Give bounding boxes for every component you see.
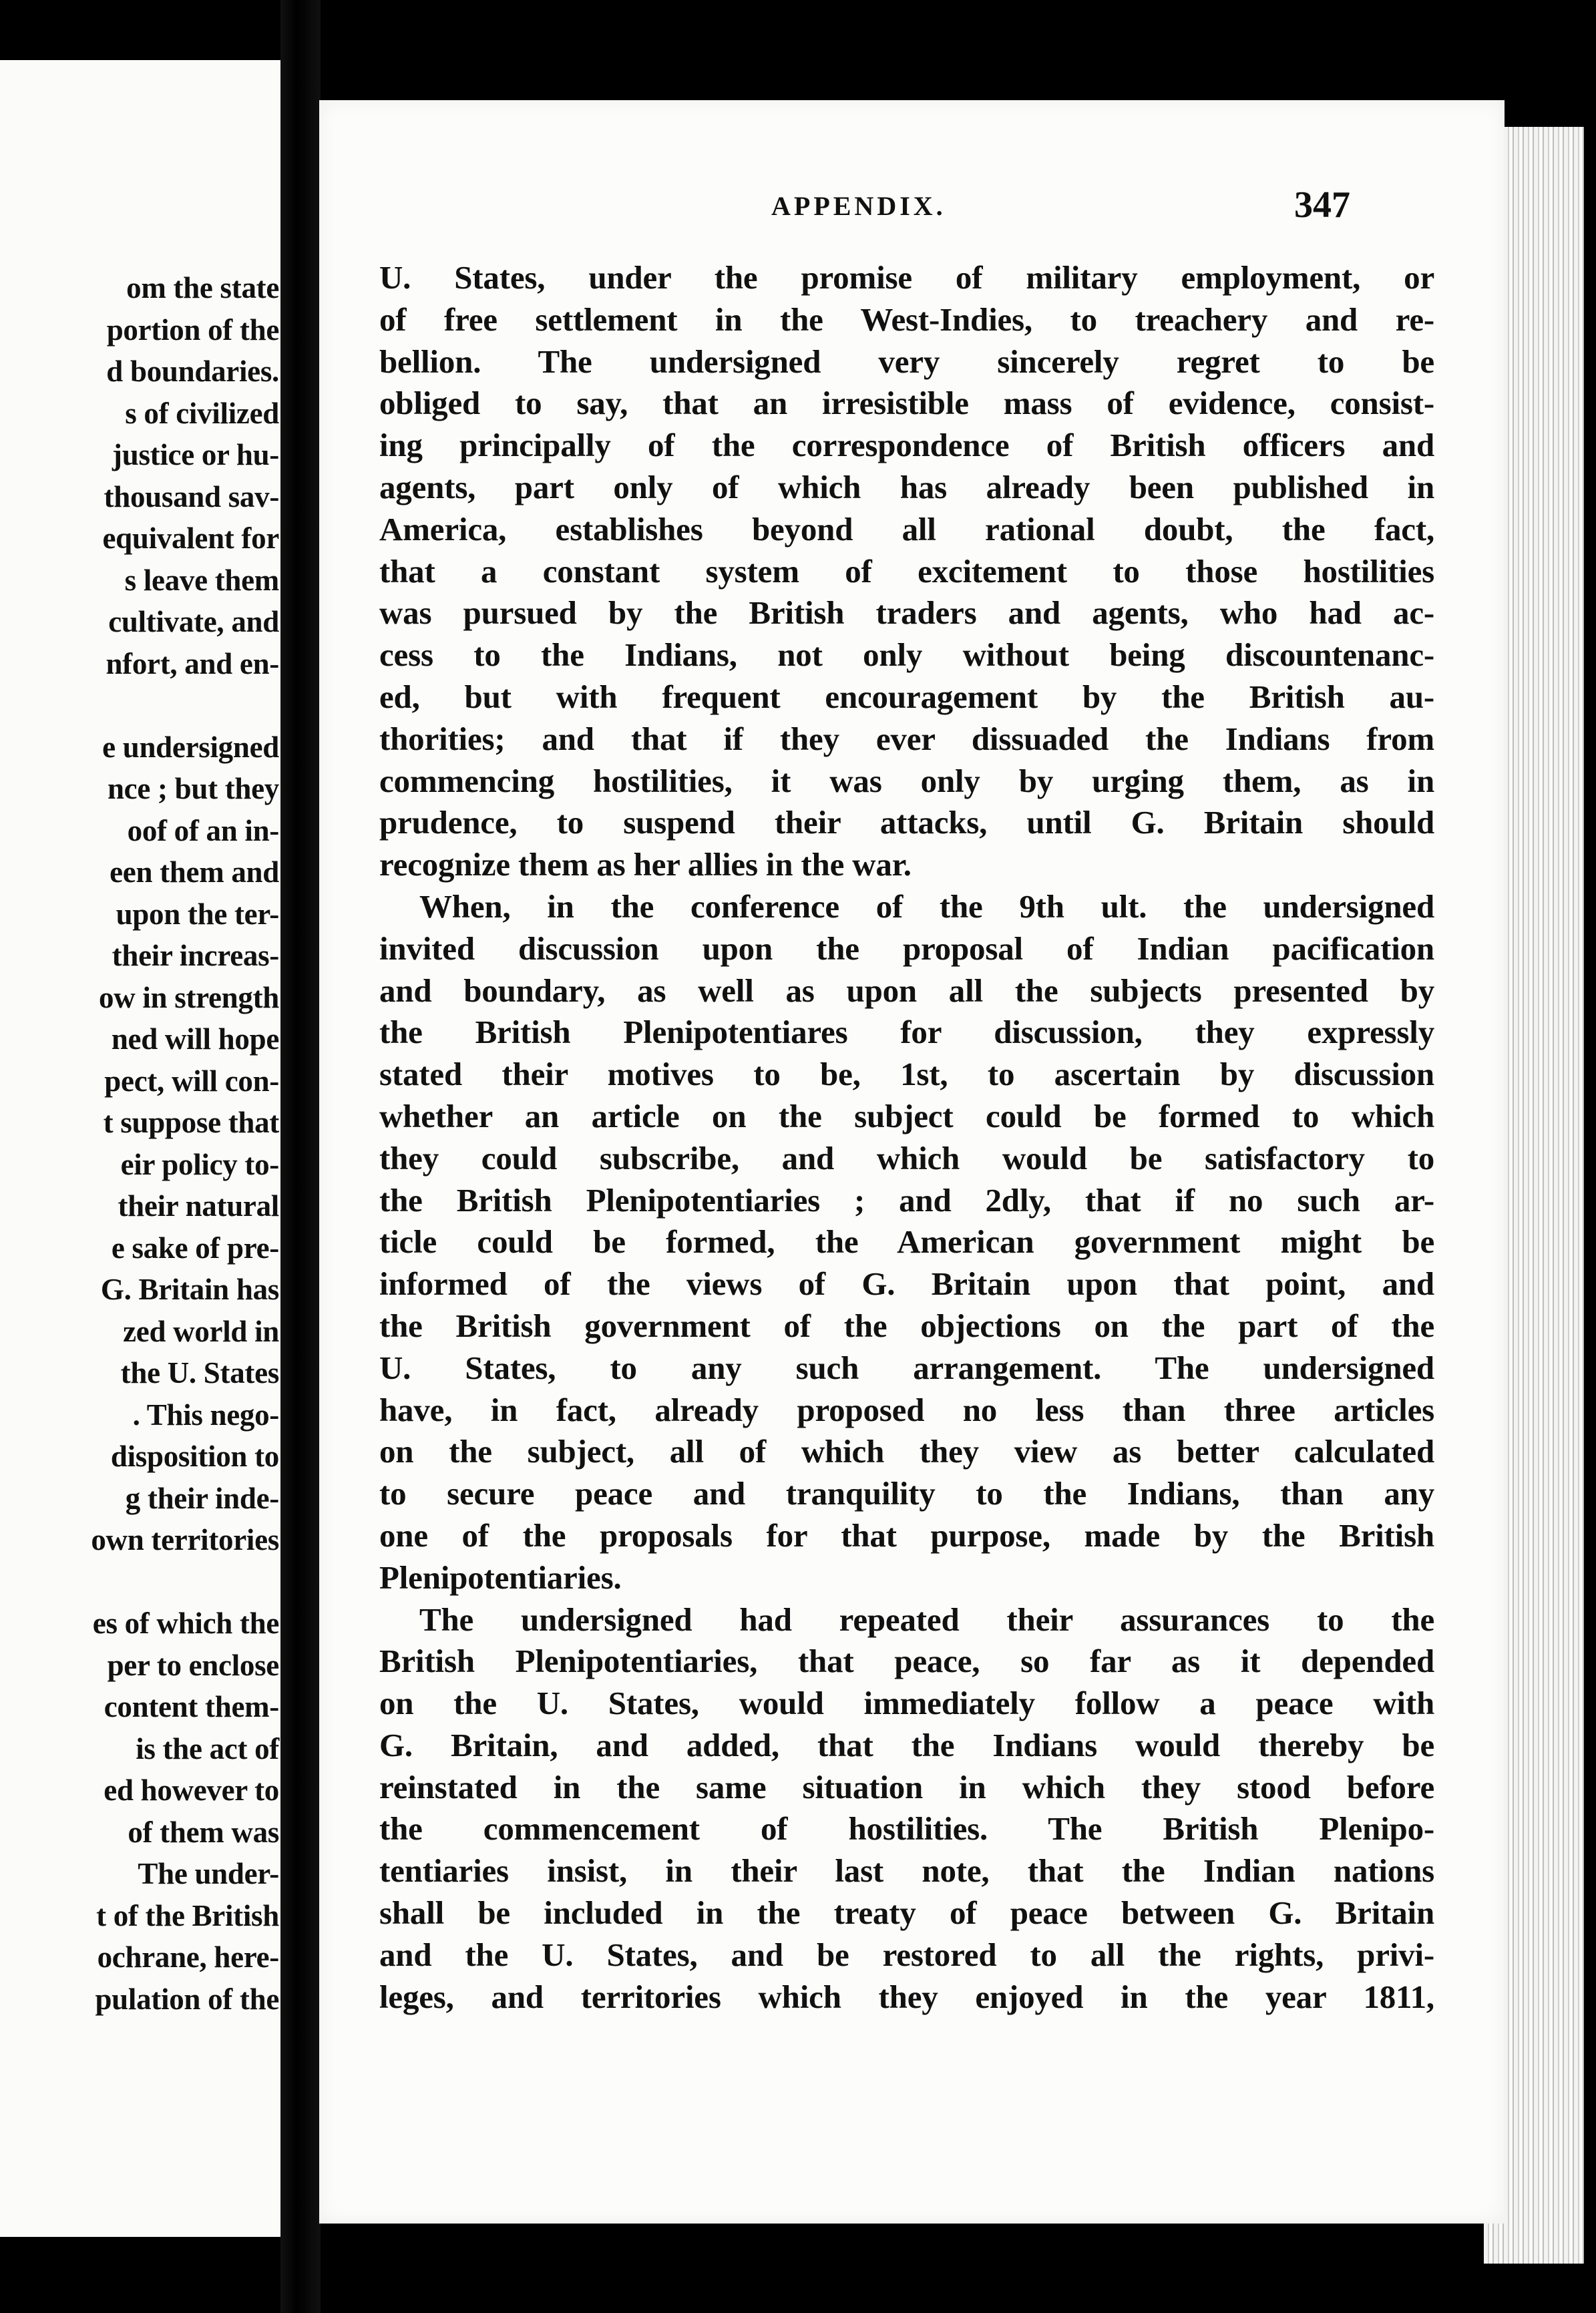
previous-page-line: their increas- [112, 939, 279, 972]
previous-page-line: s of civilized [125, 396, 279, 430]
previous-page-line: ow in strength [99, 980, 279, 1014]
paragraph [379, 257, 1434, 886]
book-gutter [280, 0, 321, 2313]
text-line: of free settlement in the West-Indies, to treachery and re- [379, 300, 1434, 338]
text-line: stated their motives to be, 1st, to ascertain by discussion [379, 1056, 1434, 1093]
text-line: ing principally of the correspondence of British officers and [379, 427, 1434, 464]
previous-page-line: disposition to [110, 1440, 279, 1473]
text-line: commencing hostilities, it was only by urging them, as in [379, 762, 1434, 799]
previous-page-line: . This nego- [132, 1398, 279, 1432]
previous-page-line: een them and [110, 855, 279, 889]
text-line: the British Plenipotentiares for discussion, they expressly [379, 1014, 1434, 1051]
previous-page-line: nce ; but they [107, 772, 279, 805]
paragraph [379, 1599, 1434, 2019]
text-line: Plenipotentiaries. [379, 1558, 622, 1596]
previous-page-line: cultivate, and [108, 605, 279, 638]
text-line: one of the proposals for that purpose, made by the British [379, 1516, 1434, 1554]
text-line: bellion. The undersigned very sincerely regret to be [379, 343, 1434, 380]
text-line: on the subject, all of which they view as better calculated [379, 1433, 1434, 1470]
previous-page-line: content them- [104, 1690, 279, 1723]
text-line: on the U. States, would immediately follow a peace with [379, 1685, 1434, 1722]
text-line: that a constant system of excitement to those hostilities [379, 552, 1434, 590]
previous-page-line: ned will hope [111, 1022, 279, 1056]
current-page [319, 100, 1505, 2224]
previous-page-line: pect, will con- [104, 1064, 279, 1098]
previous-page-line: portion of the [106, 312, 279, 347]
text-line: whether an article on the subject could be formed to which [379, 1097, 1434, 1134]
previous-page-line: g their inde- [125, 1481, 279, 1515]
text-line: U. States, under the promise of military employment, or [379, 259, 1434, 296]
previous-page-line: s leave them [124, 563, 279, 597]
text-line: recognize them as her allies in the war. [379, 846, 912, 883]
previous-page-line: e sake of pre- [111, 1231, 279, 1265]
text-line: cess to the Indians, not only without being discountenanc- [379, 636, 1434, 674]
text-line: they could subscribe, and which would be satisfactory to [379, 1139, 1434, 1177]
running-head [319, 184, 1505, 230]
previous-page-line: e undersigned [102, 730, 279, 764]
previous-page-line: es of which the [92, 1607, 279, 1640]
previous-page-line: per to enclose [107, 1648, 279, 1682]
previous-page-line: pulation of the [95, 1982, 279, 2016]
text-line: America, establishes beyond all rational doubt, the fact, [379, 510, 1434, 548]
text-line: reinstated in the same situation in which they stood before [379, 1768, 1434, 1806]
text-line: When, in the conference of the 9th ult. the undersigned [419, 887, 1434, 925]
text-line: British Plenipotentiaries, that peace, so far as it depended [379, 1643, 1434, 1680]
text-line: G. Britain, and added, that the Indians would thereby be [379, 1726, 1434, 1763]
text-line: invited discussion upon the proposal of Indian pacification [379, 929, 1434, 967]
text-line: agents, part only of which has already been published in [379, 468, 1434, 505]
text-line: leges, and territories which they enjoyed in the year 1811, [379, 1978, 1434, 2015]
text-line: obliged to say, that an irresistible mass of evidence, consist- [379, 385, 1434, 422]
previous-page-line [0, 1561, 280, 1603]
previous-page-line: eir policy to- [120, 1147, 279, 1181]
previous-page-line: ed however to [104, 1773, 279, 1807]
body-text [379, 257, 1434, 2018]
text-line: the British Plenipotentiaries ; and 2dly, that if no such ar- [379, 1181, 1434, 1219]
running-title: APPENDIX. [771, 191, 946, 221]
text-line: shall be included in the treaty of peace between G. Britain [379, 1894, 1434, 1932]
previous-page-line: their natural [118, 1189, 279, 1223]
previous-page-line: nfort, and en- [106, 646, 279, 680]
previous-page-line: t suppose that [103, 1106, 279, 1139]
previous-page-line [0, 684, 280, 726]
previous-page-line: is the act of [136, 1731, 279, 1765]
previous-page-line: justice or hu- [112, 438, 279, 471]
previous-page-line: zed world in [123, 1314, 279, 1348]
previous-page-fragment [0, 60, 280, 2237]
paragraph [379, 886, 1434, 1599]
previous-page-line: the U. States [120, 1356, 279, 1390]
text-line: ticle could be formed, the American government might be [379, 1223, 1434, 1261]
text-line: the commencement of hostilities. The British Plenipo- [379, 1810, 1434, 1848]
text-line: thorities; and that if they ever dissuaded the Indians from [379, 720, 1434, 757]
previous-page-text [0, 267, 280, 2020]
text-line: ed, but with frequent encouragement by the British au- [379, 678, 1434, 715]
text-line: informed of the views of G. Britain upon that point, and [379, 1265, 1434, 1303]
previous-page-line: of them was [128, 1815, 279, 1849]
text-line: have, in fact, already proposed no less than three articles [379, 1391, 1434, 1428]
previous-page-line: thousand sav- [104, 479, 279, 513]
text-line: prudence, to suspend their attacks, until G. Britain should [379, 804, 1434, 841]
text-line: was pursued by the British traders and agents, who had ac- [379, 594, 1434, 632]
text-line: U. States, to any such arrangement. The undersigned [379, 1349, 1434, 1386]
previous-page-line: upon the ter- [116, 897, 279, 931]
page-number: 347 [1294, 184, 1350, 226]
text-line: and the U. States, and be restored to all the rights, privi- [379, 1936, 1434, 1973]
text-line: and boundary, as well as upon all the subjects presented by [379, 972, 1434, 1009]
previous-page-line: ochrane, here- [97, 1940, 279, 1974]
previous-page-line: om the state [126, 271, 279, 304]
previous-page-line: G. Britain has [100, 1273, 279, 1306]
text-line: the British government of the objections on the part of the [379, 1307, 1434, 1344]
previous-page-line: equivalent for [102, 521, 279, 555]
text-line: The undersigned had repeated their assurances to the [419, 1601, 1434, 1638]
previous-page-line: own territories [91, 1523, 279, 1556]
previous-page-line: oof of an in- [127, 813, 279, 847]
previous-page-line: d boundaries. [106, 355, 279, 388]
text-line: tentiaries insist, in their last note, that the Indian nations [379, 1852, 1434, 1890]
text-line: to secure peace and tranquility to the Indians, than any [379, 1475, 1434, 1512]
previous-page-line: The under- [138, 1857, 279, 1890]
previous-page-line: t of the British [96, 1898, 279, 1932]
